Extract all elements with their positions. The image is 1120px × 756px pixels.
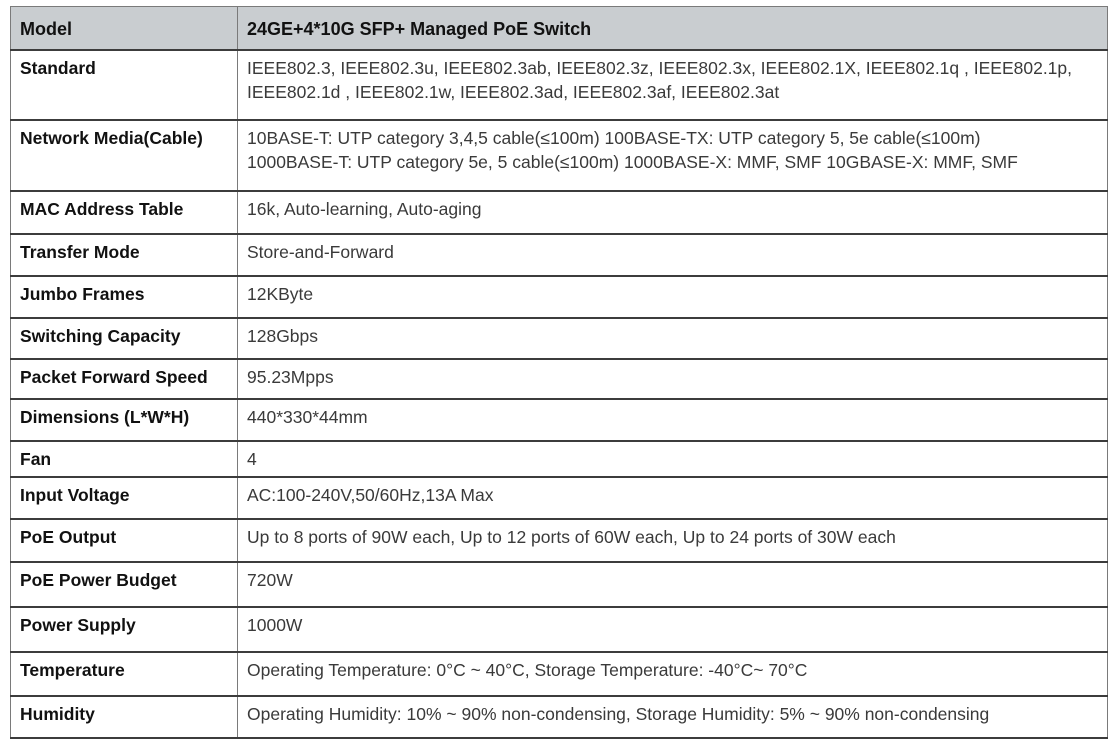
row-value: 95.23Mpps (238, 359, 1108, 399)
row-label: PoE Output (11, 519, 238, 562)
row-label: Network Media(Cable) (11, 120, 238, 191)
row-label: Fan (11, 441, 238, 477)
row-label: Temperature (11, 652, 238, 696)
row-value: Operating Temperature: 0°C ~ 40°C, Storage Temperature: -40°C~ 70°C (238, 652, 1108, 696)
table-row (11, 477, 1108, 519)
row-label: Transfer Mode (11, 234, 238, 276)
row-label: Dimensions (L*W*H) (11, 399, 238, 441)
row-label: Humidity (11, 696, 238, 738)
row-value: 12KByte (238, 276, 1108, 318)
table-row (11, 441, 1108, 477)
row-label: Input Voltage (11, 477, 238, 519)
table-row (11, 652, 1108, 696)
value-line: 10BASE-T: UTP category 3,4,5 cable(≤100m) 100BASE-TX: UTP category 5, 5e cable(≤100m) (247, 127, 981, 148)
row-value: Operating Humidity: 10% ~ 90% non-condensing, Storage Humidity: 5% ~ 90% non-condensing (238, 696, 1108, 738)
table-row (11, 359, 1108, 399)
row-value: 128Gbps (238, 318, 1108, 359)
table-row (11, 120, 1108, 191)
table-row (11, 696, 1108, 738)
header-label: Model (11, 7, 238, 50)
row-value (238, 120, 1108, 191)
table-row (11, 318, 1108, 359)
row-value: 1000W (238, 607, 1108, 652)
row-value: Up to 8 ports of 90W each, Up to 12 ports of 60W each, Up to 24 ports of 30W each (238, 519, 1108, 562)
row-label: Jumbo Frames (11, 276, 238, 318)
header-model-value: 24GE+4*10G SFP+ Managed PoE Switch (238, 7, 1108, 50)
row-value: 4 (238, 441, 1108, 477)
table-row (11, 607, 1108, 652)
row-label: Switching Capacity (11, 318, 238, 359)
table-row (11, 234, 1108, 276)
row-label: Standard (11, 50, 238, 120)
row-label: Power Supply (11, 607, 238, 652)
table-row (11, 191, 1108, 234)
value-line: IEEE802.1d , IEEE802.1w, IEEE802.3ad, IEEE802.3af, IEEE802.3at (247, 81, 780, 102)
table-row (11, 562, 1108, 607)
row-value: AC:100-240V,50/60Hz,13A Max (238, 477, 1108, 519)
row-value (238, 50, 1108, 120)
table-row (11, 519, 1108, 562)
row-label: Packet Forward Speed (11, 359, 238, 399)
table-row (11, 399, 1108, 441)
row-label: MAC Address Table (11, 191, 238, 234)
row-value: 720W (238, 562, 1108, 607)
value-line: IEEE802.3, IEEE802.3u, IEEE802.3ab, IEEE802.3z, IEEE802.3x, IEEE802.1X, IEEE802.1q , IEEE802.1p, (247, 57, 1073, 78)
row-value: 440*330*44mm (238, 399, 1108, 441)
row-value: 16k, Auto-learning, Auto-aging (238, 191, 1108, 234)
spec-table (10, 6, 1108, 739)
table-header-row (11, 7, 1108, 50)
table-row (11, 276, 1108, 318)
row-value: Store-and-Forward (238, 234, 1108, 276)
value-line: 1000BASE-T: UTP category 5e, 5 cable(≤100m) 1000BASE-X: MMF, SMF 10GBASE-X: MMF, SMF (247, 151, 1018, 172)
table-row (11, 50, 1108, 120)
row-label: PoE Power Budget (11, 562, 238, 607)
